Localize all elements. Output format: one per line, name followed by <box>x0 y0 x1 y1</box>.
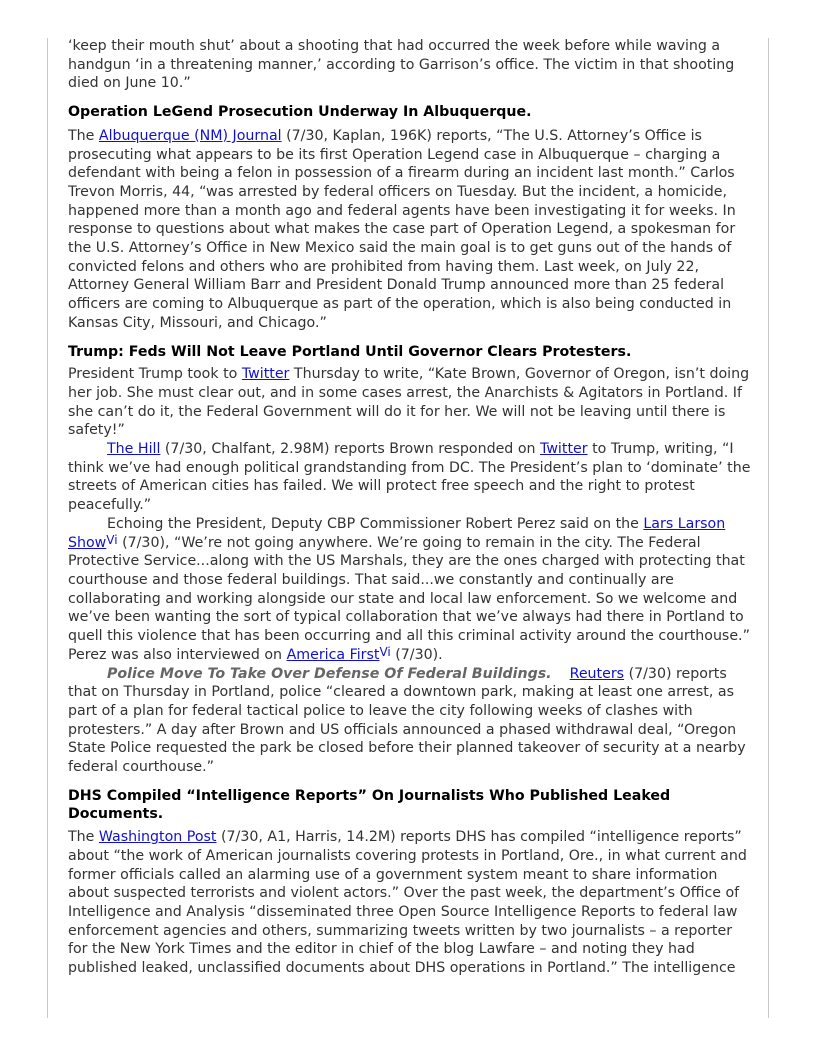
video-indicator-lars-larson[interactable]: Vi <box>106 532 118 547</box>
headline-trump-portland: Trump: Feds Will Not Leave Portland Until Governor Clears Protesters. <box>68 343 632 360</box>
washington-post-link[interactable]: Washington Post <box>98 829 217 846</box>
right-margin-rule <box>768 38 769 1018</box>
lars-larson-show-link[interactable]: Lars Larson Show <box>68 515 726 551</box>
albuquerque-journal-link[interactable]: Albuquerque (NM) Journal <box>98 127 282 144</box>
operation-legend-paragraph: The Albuquerque (NM) Journal (7/30, Kaplan, 196K) reports, “The U.S. Attorney’s Office is prosecuting what appears to be its first Operation Legend case in Albuquerque – charging a defendant with being a felon in possession of a firearm during an incident last month.” Carlos Trevon Morris, 44, “was arrested by federal officers on Tuesday. But the incident, a homicide, happened more than a month ago and federal agents have been investigating it for weeks. In response to questions about what makes the case part of Operation Legend, a spokesman for the U.S. Attorney’s Office in New Mexico said the main goal is to get guns out of the hands of convicted felons and others who are prohibited from having them. Last week, on July 22, Attorney General William Barr and President Donald Trump announced more than 25 federal officers are coming to Albuquerque as part of the operation, which is also being conducted in Kansas City, Missouri, and Chicago.” <box>68 127 736 331</box>
intro-paragraph: ‘keep their mouth shut’ about a shooting that had occurred the week before while waving a handgun ‘in a threatening manner,’ according to Garrison’s office. The victim in that shooting died on June 10.” <box>68 38 735 92</box>
left-margin-rule <box>47 38 48 1018</box>
dhs-paragraph: The Washington Post (7/30, A1, Harris, 14.2M) reports DHS has compiled “intelligence reports” about “the work of American journalists covering protests in Portland, Ore., in what current and former officials called an alarming use of a government system meant to share information about suspected terrorists and violent actors.” Over the past week, the department’s Office of Intelligence and Analysis “disseminated three Open Source Intelligence Reports to federal law enforcement agencies and others, summarizing tweets written by two journalists – a reporter for the New York Times and the editor in chief of the blog Lawfare – and noting they had published leaked, unclassified documents about DHS operations in Portland.” The intelligence <box>68 829 747 977</box>
video-indicator-america-first[interactable]: Vi <box>379 644 391 659</box>
the-hill-link[interactable]: The Hill <box>107 441 161 458</box>
police-move-lead: Police Move To Take Over Defense Of Federal Buildings. <box>107 665 552 682</box>
police-move-paragraph: Police Move To Take Over Defense Of Federal Buildings. Reuters (7/30) reports that on Thursday in Portland, police “cleared a downtown park, making at least one arrest, as part of a plan for federal tactical police to leave the city following weeks of clashes with protesters.” A day after Brown and US officials announced a phased withdrawal deal, “Oregon State Police requested the park be closed before their planned takeover of security at a nearby federal courthouse.” <box>68 665 746 776</box>
headline-dhs-intelligence: DHS Compiled “Intelligence Reports” On Journalists Who Published Leaked Documents. <box>68 787 671 823</box>
twitter-link-brown[interactable]: Twitter <box>540 441 588 458</box>
headline-operation-legend: Operation LeGend Prosecution Underway In Albuquerque. <box>68 104 532 121</box>
twitter-link-trump[interactable]: Twitter <box>241 366 290 383</box>
america-first-link[interactable]: America First <box>286 646 380 663</box>
trump-twitter-paragraph: President Trump took to Twitter Thursday to write, “Kate Brown, Governor of Oregon, isn’t doing her job. She must clear out, and in some cases arrest, the Anarchists & Agitators in Portland. If she can’t do it, the Federal Government will do it for her. We will not be leaving until there is safety!” <box>68 366 750 439</box>
the-hill-paragraph: The Hill (7/30, Chalfant, 2.98M) reports Brown responded on Twitter to Trump, writing, “I think we’ve had enough political grandstanding from DC. The President’s plan to ‘dominate’ the streets of American cities has failed. We will protect free speech and the right to protest peacefully.” <box>68 441 751 514</box>
reuters-link[interactable]: Reuters <box>569 665 625 682</box>
document-body <box>68 37 751 978</box>
perez-paragraph: Echoing the President, Deputy CBP Commissioner Robert Perez said on the Lars Larson Show$^{Vi}$ (7/30), “We’re not going anywhere. We’re going to remain in the city. The Federal Protective Service...along with the US Marshals, they are the ones charged with protecting that courthouse and those federal buildings. That said...we constantly and continually are collaborating and working alongside our state and local law enforcement. So we welcome and we’ve been wanting the sort of typical collaboration that we’ve always had there in Portland to quell this violence that has been occurring and all this criminal activity around the courthouse.” Perez was also interviewed on America First$^{Vi}$ (7/30). <box>68 515 750 663</box>
